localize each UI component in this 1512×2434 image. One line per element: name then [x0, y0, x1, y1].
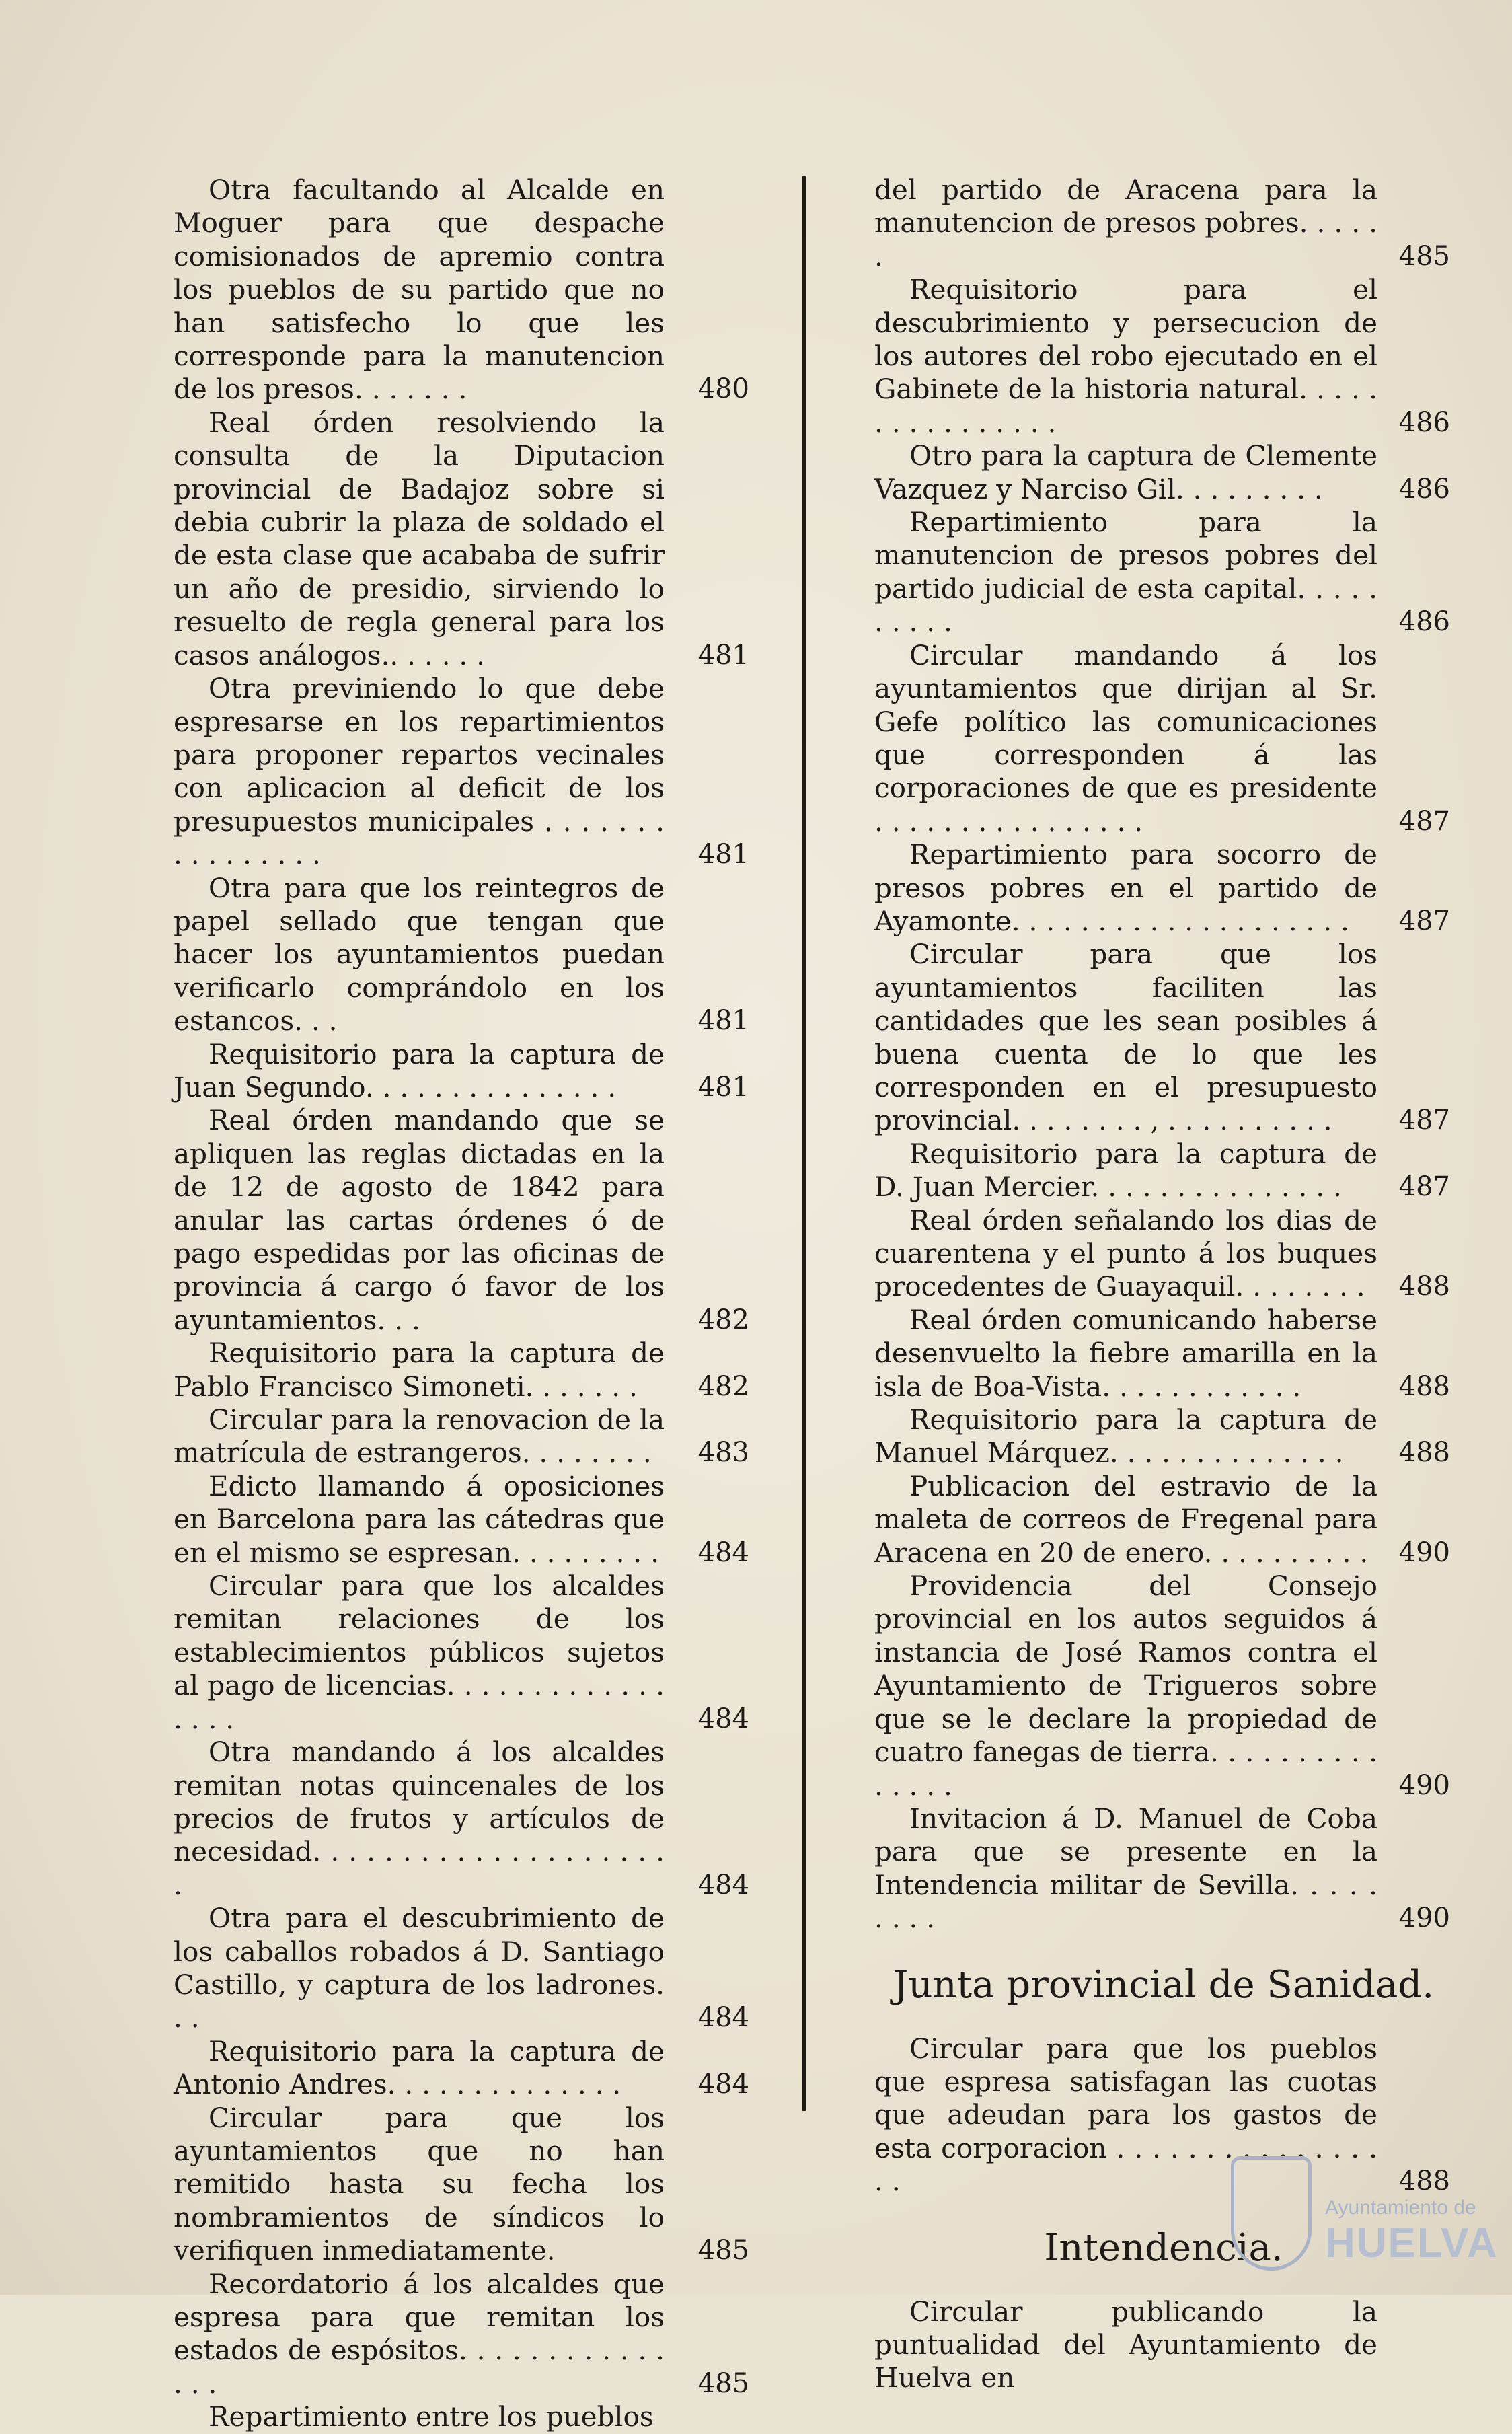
entry-text: Circular para que los pueblos que espresa satisfagan las cuotas que adeudan para los gastos de esta corporacion . . . . . . . . . . . . . . . . .: [874, 2032, 1377, 2198]
right-column: [874, 174, 1453, 2395]
index-entry: [174, 406, 749, 672]
entry-text: Providencia del Consejo provincial en los autos seguidos á instancia de José Ramos contra el Ayuntamiento de Trigueros sobre que se le declare la propiedad de cuatro fanegas de tierra. . . . . . . . . . . . . . .: [874, 1570, 1377, 1802]
index-entry: [874, 439, 1450, 506]
page-number: 482: [697, 1370, 749, 1402]
page-number: 485: [697, 2235, 749, 2266]
index-entry: [174, 871, 749, 1038]
entry-text: Circular mandando á los ayuntamientos que dirijan al Sr. Gefe político las comunicaciones que corresponden á las corporaciones de que es presidente . . . . . . . . . . . . . . . .: [874, 638, 1377, 838]
section-heading-junta: Junta provincial de Sanidad.: [893, 1962, 1434, 2007]
page-number: 484: [697, 1869, 749, 1901]
entry-text: Requisitorio para la captura de Juan Segundo. . . . . . . . . . . . . . .: [174, 1037, 665, 1103]
entry-text: Requisitorio para la captura de Manuel Márquez. . . . . . . . . . . . . .: [874, 1403, 1377, 1469]
index-entry: [874, 1403, 1450, 1470]
entry-text: Circular para la renovacion de la matrícula de estrangeros. . . . . . . .: [174, 1403, 665, 1469]
entry-text: Requisitorio para la captura de Pablo Francisco Simoneti. . . . . . .: [174, 1337, 665, 1403]
page-number: 486: [1398, 606, 1450, 638]
index-entry: [874, 1303, 1450, 1403]
index-entry: [874, 1570, 1450, 1802]
watermark-small-text: Ayuntamiento de: [1325, 2197, 1476, 2219]
page-number: 487: [1398, 1171, 1450, 1203]
entry-text: Requisitorio para la captura de Antonio Andres. . . . . . . . . . . . . .: [174, 2034, 665, 2101]
index-entry: [174, 672, 749, 871]
page-number: 486: [1398, 406, 1450, 438]
shield-icon: [1231, 2156, 1312, 2271]
entry-text: Otra mandando á los alcaldes remitan notas quincenales de los precios de frutos y artículos de necesidad. . . . . . . . . . . . . . . . . . . . .: [174, 1736, 665, 1901]
index-entry: [874, 2295, 1377, 2395]
entry-text: Requisitorio para el descubrimiento y persecucion de los autores del robo ejecutado en el Gabinete de la historia natural. . . . . . . . . . . . . . . .: [874, 273, 1377, 439]
entry-text: Repartimiento para socorro de presos pobres en el partido de Ayamonte. . . . . . . . . . . . . . . . . . . .: [874, 838, 1377, 937]
column-divider: [802, 176, 806, 2111]
index-entry: [874, 174, 1450, 273]
page-number: 484: [697, 1703, 749, 1734]
entry-text: Circular para que los ayuntamientos faciliten las cantidades que les sean posibles á buena cuenta de lo que les corresponden en el presupuesto provincial. . . . . . . . , . . . . . . . . . .: [874, 938, 1377, 1137]
page-number: 481: [697, 639, 749, 671]
page-number: 486: [1398, 473, 1450, 505]
entry-text: Otra para el descubrimiento de los caballos robados á D. Santiago Castillo, y captura de los ladrones. . .: [174, 1902, 665, 2034]
left-column: [174, 174, 752, 2434]
index-entry: [174, 2101, 749, 2268]
index-entry: [174, 1570, 749, 1736]
page-number: 487: [1398, 805, 1450, 837]
index-entry: [874, 1137, 1450, 1204]
entry-text: Circular para que los alcaldes remitan relaciones de los establecimientos públicos sujetos al pago de licencias. . . . . . . . . . . . . . . . .: [174, 1570, 665, 1735]
page-number: 490: [1398, 1537, 1450, 1568]
index-entry: [174, 1037, 749, 1105]
index-entry: [874, 838, 1450, 938]
index-entry: [174, 1736, 749, 1902]
entry-text: Otra previniendo lo que debe espresarse en los repartimientos para proponer repartos vecinales con aplicacion al deficit de los presupuestos municipales . . . . . . . . . . . . . . . .: [174, 672, 665, 871]
page-number: 490: [1398, 1769, 1450, 1801]
index-entry: [874, 638, 1450, 838]
page-number: 481: [697, 839, 749, 871]
entry-text: Repartimiento entre los pueblos: [209, 2400, 654, 2433]
page-number: 485: [697, 2367, 749, 2399]
index-entry: [174, 1403, 749, 1470]
index-entry: [874, 273, 1450, 439]
entry-text: Publicacion del estravio de la maleta de correos de Fregenal para Aracena en 20 de enero. . . . . . . . . .: [874, 1469, 1377, 1569]
watermark-logo: [1231, 2156, 1499, 2277]
entry-text: Real órden resolviendo la consulta de la Diputacion provincial de Badajoz sobre si debia cubrir la plaza de soldado el de esta clase que acababa de sufrir un año de presidio, sirviendo lo resuelto de regla general para los casos análogos.. . . . . .: [174, 406, 665, 671]
index-entry: [874, 938, 1450, 1137]
page-number: 490: [1398, 1903, 1450, 1934]
entry-text: Otra facultando al Alcalde en Moguer para que despache comisionados de apremio contra los pueblos de su partido que no han satisfecho lo que les corresponde para la manutencion de los presos. . . . . . .: [174, 174, 665, 406]
page-number: 483: [697, 1437, 749, 1469]
entry-text: Real órden señalando los dias de cuarentena y el punto á los buques procedentes de Guayaquil. . . . . . . .: [874, 1204, 1377, 1303]
page-number: 488: [1398, 1271, 1450, 1302]
index-entry: [874, 506, 1450, 639]
index-entry: [174, 1337, 749, 1403]
entry-text: Otro para la captura de Clemente Vazquez y Narciso Gil. . . . . . . . .: [874, 439, 1377, 505]
index-entry: [174, 174, 749, 406]
index-entry: [874, 1204, 1450, 1304]
page-number: 488: [1398, 2166, 1450, 2197]
page-number: 484: [697, 2069, 749, 2100]
entry-text: Recordatorio á los alcaldes que espresa para que remitan los estados de espósitos. . . . . . . . . . . . . . .: [174, 2267, 665, 2400]
section-heading-intendencia: Intendencia.: [1044, 2225, 1283, 2270]
page-number: 484: [697, 2002, 749, 2034]
index-entry: [174, 2034, 749, 2102]
page-number: 485: [1398, 240, 1450, 272]
page-number: 487: [1398, 905, 1450, 936]
page-number: 488: [1398, 1370, 1450, 1402]
index-entry: [174, 1104, 749, 1337]
entry-text: Edicto llamando á oposiciones en Barcelona para las cátedras que en el mismo se espresan. . . . . . . . .: [174, 1469, 665, 1569]
entry-text: Circular para que los ayuntamientos que no han remitido hasta su fecha los nombramientos de síndicos lo verifiquen inmediatamente.: [174, 2101, 665, 2267]
entry-text: Circular publicando la puntualidad del Ayuntamiento de Huelva en: [874, 2295, 1377, 2394]
page-number: 481: [697, 1005, 749, 1037]
entry-text: Requisitorio para la captura de D. Juan Mercier. . . . . . . . . . . . . . .: [874, 1137, 1377, 1204]
page-number: 480: [697, 373, 749, 405]
page-number: 487: [1398, 1105, 1450, 1136]
entry-text: Otra para que los reintegros de papel sellado que tengan que hacer los ayuntamientos puedan verificarlo comprándolo en los estancos. . .: [174, 871, 665, 1037]
index-entry: [874, 1469, 1450, 1570]
watermark-big-text: HUELVA: [1325, 2220, 1499, 2266]
index-entry: [174, 1469, 749, 1570]
index-entry: [174, 2400, 665, 2433]
page-number: 481: [697, 1071, 749, 1103]
entry-text: del partido de Aracena para la manutencion de presos pobres. . . . . .: [874, 174, 1377, 272]
entry-text: Repartimiento para la manutencion de presos pobres del partido judicial de esta capital. . . . . . . . . .: [874, 506, 1377, 638]
entry-text: Real órden mandando que se apliquen las reglas dictadas en la de 12 de agosto de 1842 para anular las cartas órdenes ó de pago espedidas por las oficinas de provincia á cargo ó favor de los ayuntamientos. . .: [174, 1104, 665, 1336]
index-entry: [874, 1802, 1450, 1935]
index-entry: [174, 1902, 749, 2035]
page-number: 488: [1398, 1437, 1450, 1469]
entry-text: Real órden comunicando haberse desenvuelto la fiebre amarilla en la isla de Boa-Vista. . . . . . . . . . . .: [874, 1303, 1377, 1403]
entry-text: Invitacion á D. Manuel de Coba para que se presente en la Intendencia militar de Sevilla. . . . . . . . .: [874, 1802, 1377, 1935]
index-entry: [174, 2267, 749, 2401]
page-number: 482: [697, 1304, 749, 1335]
page-number: 484: [697, 1537, 749, 1568]
